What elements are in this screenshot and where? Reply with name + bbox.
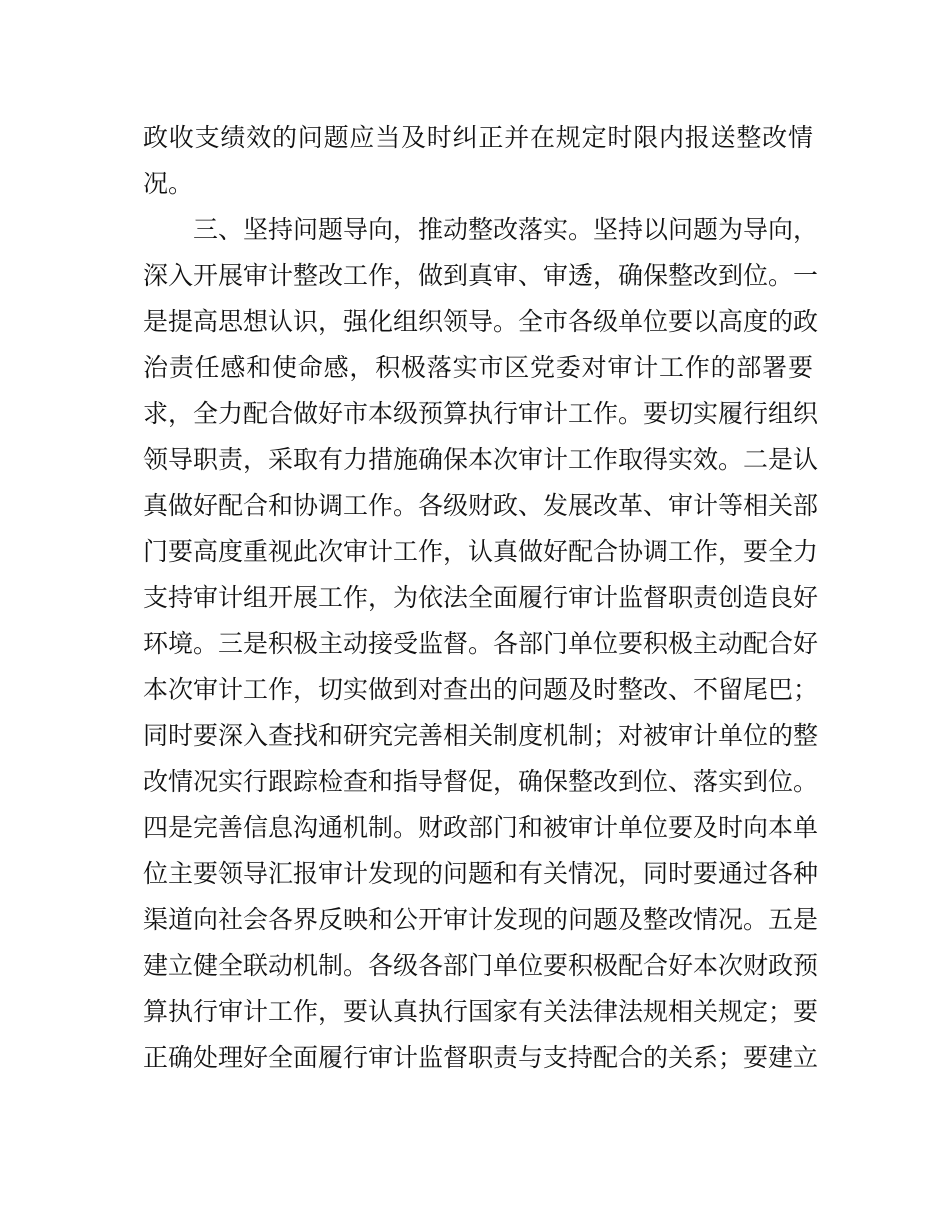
text-line: 政收支绩效的问题应当及时纠正并在规定时限内报送整改情 — [143, 123, 813, 152]
text-line: 位主要领导汇报审计发现的问题和有关情况，同时要通过各种 — [143, 859, 819, 888]
text-line: 支持审计组开展工作，为依法全面履行审计监督职责创造良好 — [143, 583, 819, 612]
section-heading-line: 三、坚持问题导向，推动整改落实。坚持以问题为导向， — [193, 215, 819, 244]
text-line: 建立健全联动机制。各级各部门单位要积极配合好本次财政预 — [143, 951, 819, 980]
text-line: 渠道向社会各界反映和公开审计发现的问题及整改情况。五是 — [143, 905, 819, 934]
text-line: 是提高思想认识，强化组织领导。全市各级单位要以高度的政 — [143, 307, 819, 336]
text-line: 求，全力配合做好市本级预算执行审计工作。要切实履行组织 — [143, 399, 819, 428]
text-line: 算执行审计工作，要认真执行国家有关法律法规相关规定；要 — [143, 997, 819, 1026]
text-line: 真做好配合和协调工作。各级财政、发展改革、审计等相关部 — [143, 491, 819, 520]
text-line: 领导职责，采取有力措施确保本次审计工作取得实效。二是认 — [143, 445, 819, 474]
text-line: 门要高度重视此次审计工作，认真做好配合协调工作，要全力 — [143, 537, 819, 566]
text-line: 深入开展审计整改工作，做到真审、审透，确保整改到位。一 — [143, 261, 819, 290]
text-line: 正确处理好全面履行审计监督职责与支持配合的关系；要建立 — [143, 1043, 819, 1072]
text-line: 同时要深入查找和研究完善相关制度机制；对被审计单位的整 — [143, 721, 819, 750]
paragraph-continuation — [143, 115, 813, 207]
text-line: 环境。三是积极主动接受监督。各部门单位要积极主动配合好 — [143, 629, 819, 658]
paragraph-section-three — [143, 207, 819, 1081]
text-line: 况。 — [143, 169, 194, 198]
text-line: 改情况实行跟踪检查和指导督促，确保整改到位、落实到位。 — [143, 767, 819, 796]
text-line: 四是完善信息沟通机制。财政部门和被审计单位要及时向本单 — [143, 813, 819, 842]
text-line: 治责任感和使命感，积极落实市区党委对审计工作的部署要 — [143, 353, 813, 382]
text-line: 本次审计工作，切实做到对查出的问题及时整改、不留尾巴； — [143, 675, 819, 704]
